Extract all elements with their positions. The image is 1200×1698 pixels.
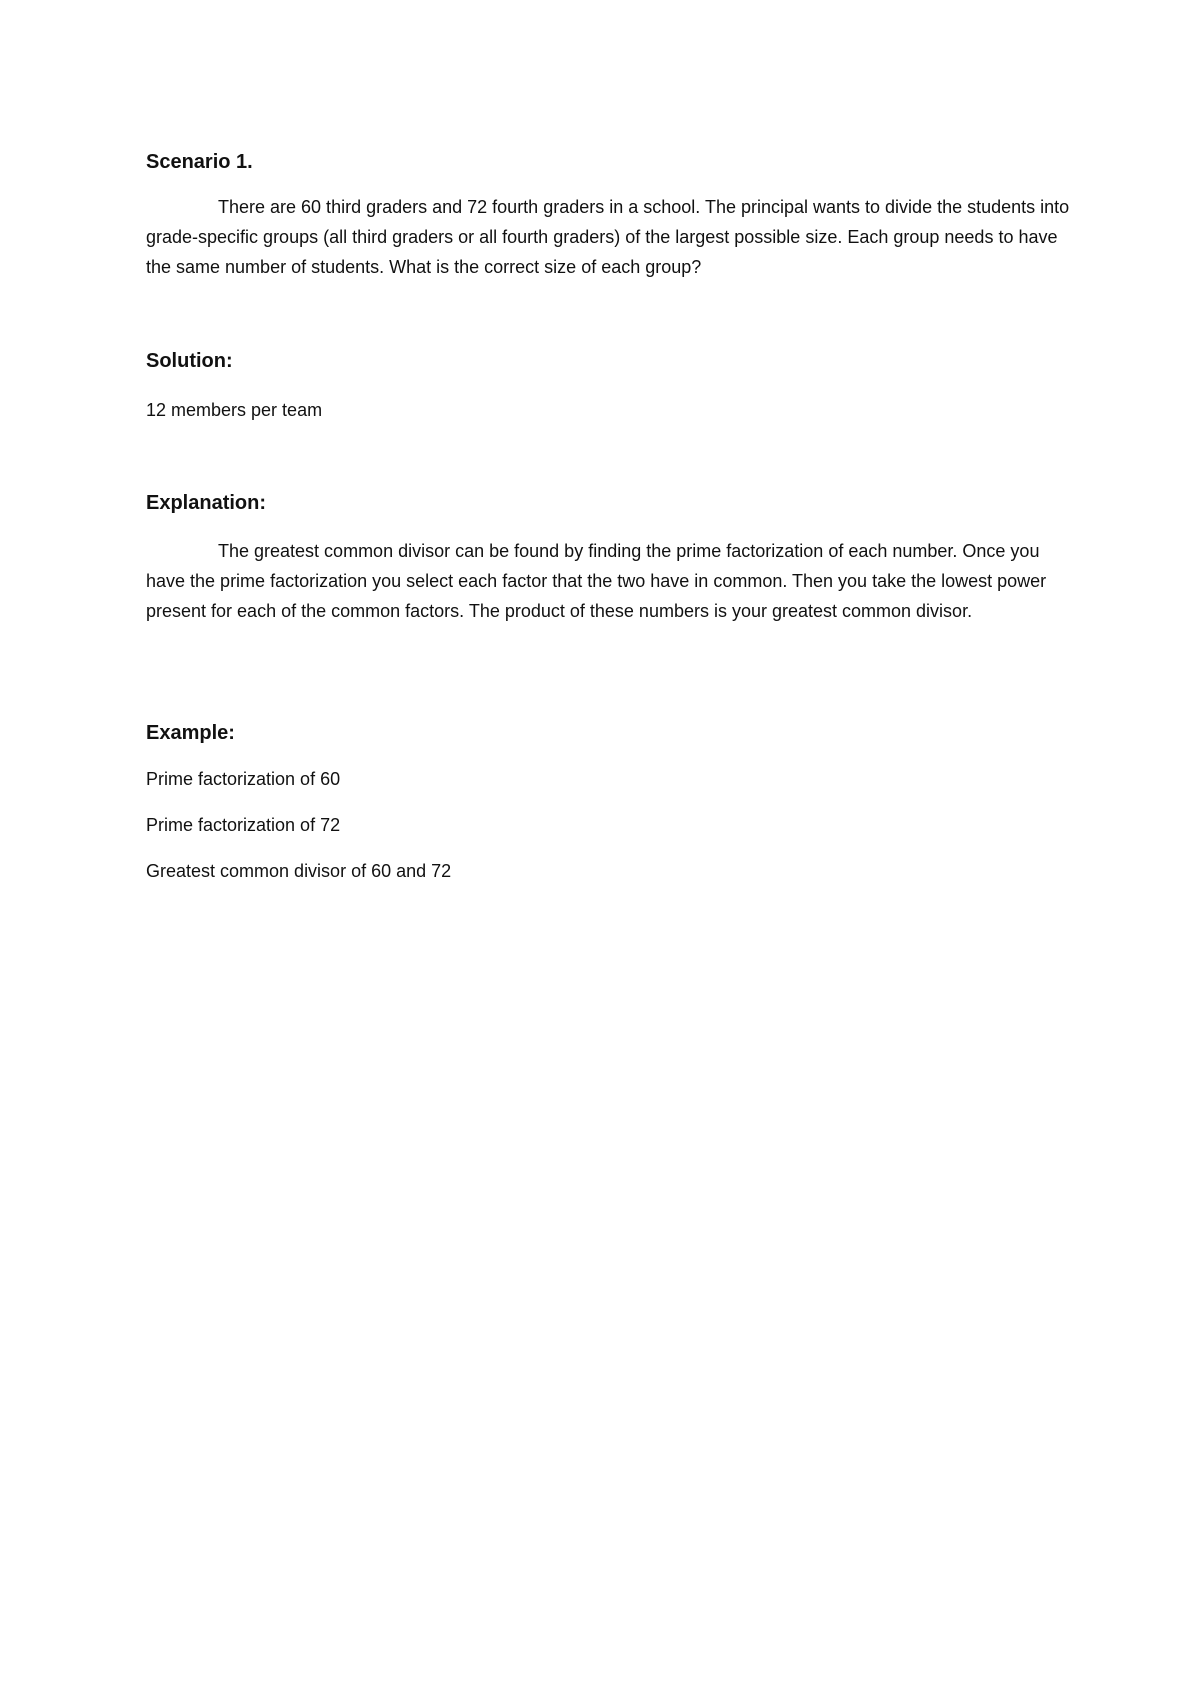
example-line-72: Prime factorization of 72 xyxy=(146,815,341,835)
scenario-problem-text: There are 60 third graders and 72 fourth graders in a school. The principal wants to divide the students into grade-specific groups (all third graders or all fourth graders) of the largest possible size. Each group needs to have the same number of students. What is the correct size of each group? xyxy=(146,197,1070,277)
explanation-text: The greatest common divisor can be found by finding the prime factorization of each number. Once you have the prime factorization you select each factor that the two have in common. Then you take the lowest power present for each of the common factors. The product of these numbers is your greatest common divisor. xyxy=(146,541,1047,621)
explanation-heading: Explanation: xyxy=(146,492,267,514)
solution-heading: Solution: xyxy=(146,350,233,372)
example-line-gcd: Greatest common divisor of 60 and 72 xyxy=(146,861,452,881)
example-heading: Example: xyxy=(146,722,235,744)
scenario-heading: Scenario 1. xyxy=(146,151,253,173)
solution-answer: 12 members per team xyxy=(146,400,323,420)
example-line-60: Prime factorization of 60 xyxy=(146,769,341,789)
